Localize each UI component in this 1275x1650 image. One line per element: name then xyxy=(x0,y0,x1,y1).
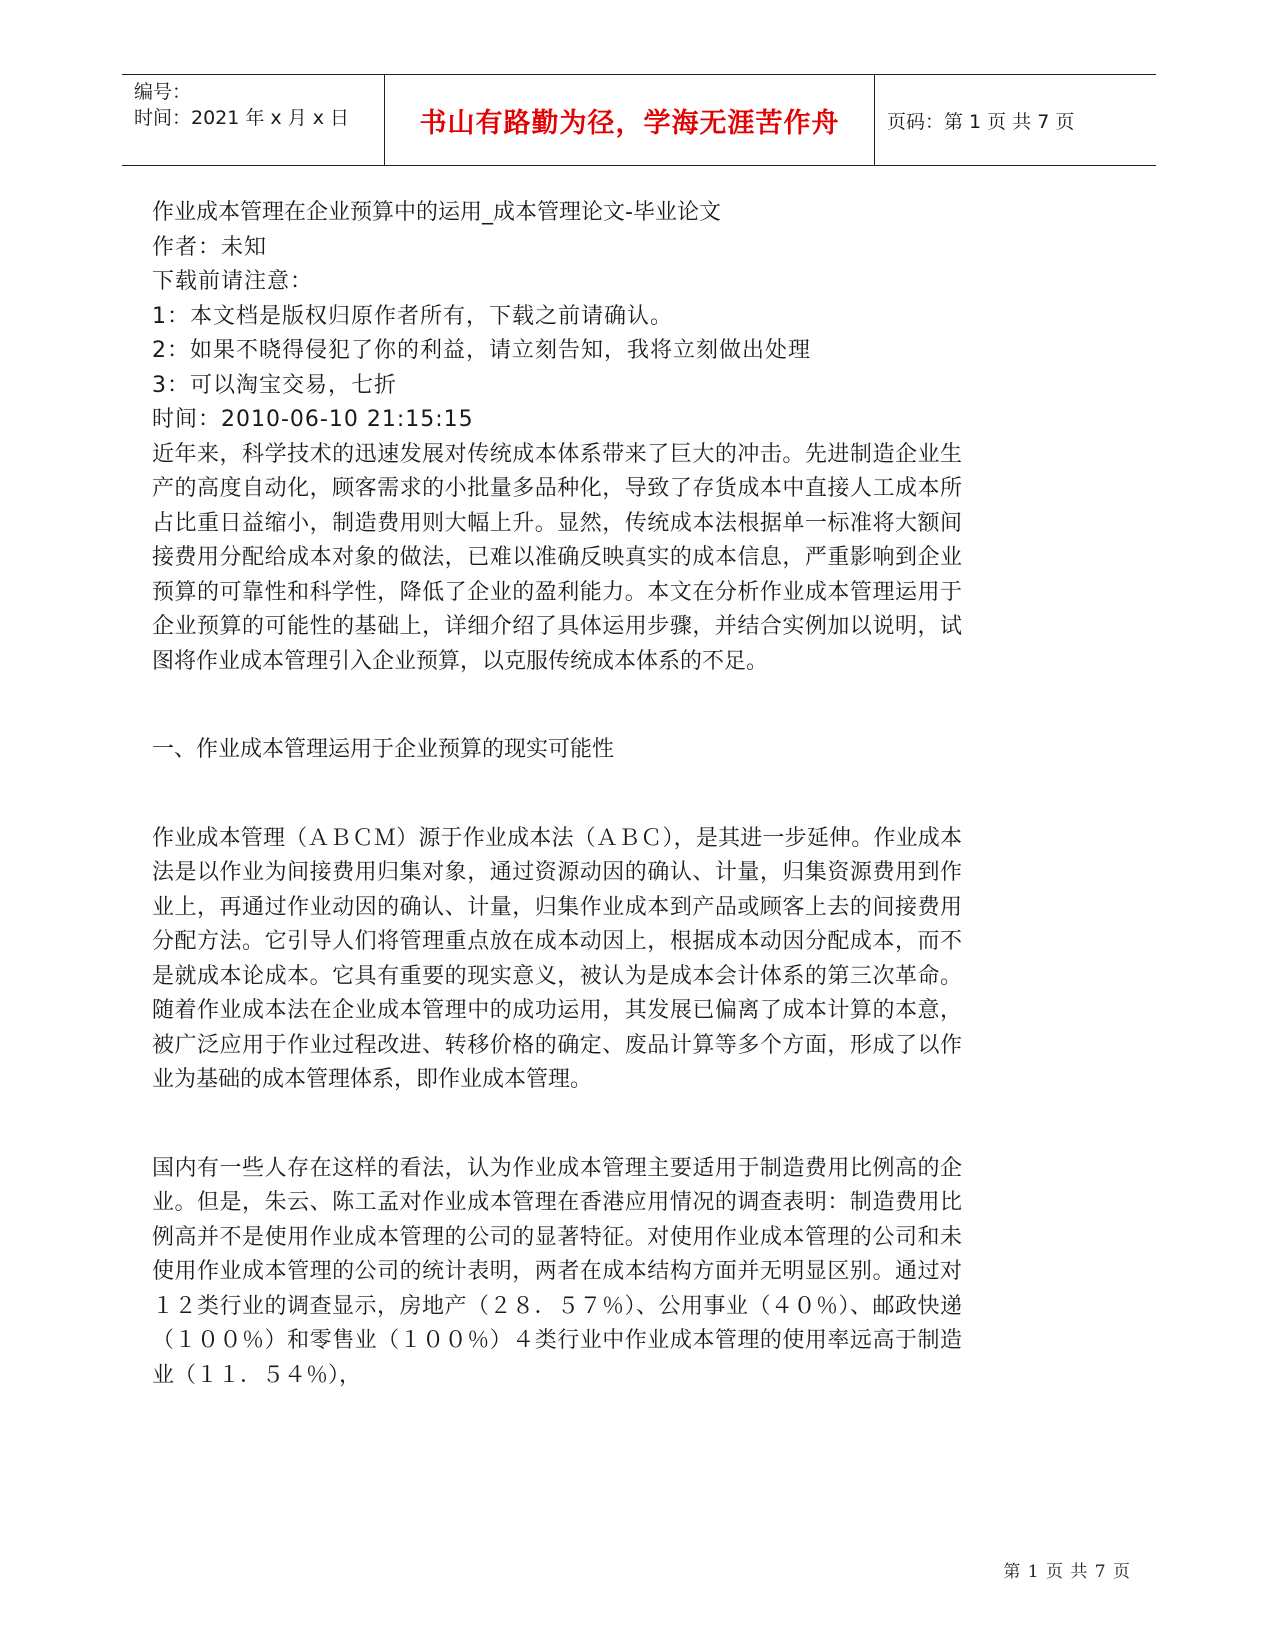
header-info-cell xyxy=(122,75,385,165)
header-date-label: 时间：2021 年 x 月 x 日 xyxy=(134,107,350,129)
document-body xyxy=(152,196,962,1393)
notice-item-3: 3：可以淘宝交易，七折 xyxy=(152,372,397,398)
page-footer: 第 1 页 共 7 页 xyxy=(1003,1562,1131,1582)
notice-item-1: 1：本文档是版权归原作者所有，下载之前请确认。 xyxy=(152,303,673,329)
paragraph-abcm: 作业成本管理（ＡＢＣＭ）源于作业成本法（ＡＢＣ），是其进一步延伸。作业成本法是以作业为间接费用归集对象，通过资源动因的确认、计量，归集资源费用到作业上，再通过作业动因的确认、计量，归集作业成本到产品或顾客上去的间接费用分配方法。它引导人们将管理重点放在成本动因上，根据成本动因分配成本，而不是就成本论成本。它具有重要的现实意义，被认为是成本会计体系的第三次革命。随着作业成本法在企业成本管理中的成功运用，其发展已偏离了成本计算的本意，被广泛应用于作业过程改进、转移价格的确定、废品计算等多个方面，形成了以作业为基础的成本管理体系，即作业成本管理。 xyxy=(152,825,962,1092)
header-number-label: 编号： xyxy=(134,81,192,103)
notice-item-2: 2：如果不晓得侵犯了你的利益，请立刻告知，我将立刻做出处理 xyxy=(152,338,811,363)
document-author: 作者：未知 xyxy=(152,234,268,260)
header-motto: 书山有路勤为径，学海无涯苦作舟 xyxy=(385,75,875,165)
header-page-label: 页码：第 1 页 共 7 页 xyxy=(887,110,1075,133)
document-time: 时间：2010-06-10 21:15:15 xyxy=(152,407,474,432)
page-header xyxy=(122,74,1156,166)
section-heading-1: 一、作业成本管理运用于企业预算的现实可能性 xyxy=(152,737,615,762)
download-notice: 下载前请注意： xyxy=(152,269,314,294)
paragraph-survey: 国内有一些人存在这样的看法，认为作业成本管理主要适用于制造费用比例高的企业。但是，朱云、陈工孟对作业成本管理在香港应用情况的调查表明：制造费用比例高并不是使用作业成本管理的公司的显著特征。对使用作业成本管理的公司和未使用作业成本管理的公司的统计表明，两者在成本结构方面并无明显区别。通过对１２类行业的调查显示，房地产（２８．５７％）、公用事业（４０％）、邮政快递（１００％）和零售业（１００％）４类行业中作业成本管理的使用率远高于制造业（１１．５４％）， xyxy=(152,1155,962,1388)
paragraph-intro: 近年来，科学技术的迅速发展对传统成本体系带来了巨大的冲击。先进制造企业生产的高度自动化，顾客需求的小批量多品种化，导致了存货成本中直接人工成本所占比重日益缩小，制造费用则大幅上升。显然，传统成本法根据单一标准将大额间接费用分配给成本对象的做法，已难以准确反映真实的成本信息，严重影响到企业预算的可靠性和科学性，降低了企业的盈利能力。本文在分析作业成本管理运用于企业预算的可能性的基础上，详细介绍了具体运用步骤，并结合实例加以说明，试图将作业成本管理引入企业预算，以克服传统成本体系的不足。 xyxy=(152,441,962,674)
document-title: 作业成本管理在企业预算中的运用_成本管理论文-毕业论文 xyxy=(152,200,721,225)
paragraph-gap xyxy=(152,1098,962,1152)
